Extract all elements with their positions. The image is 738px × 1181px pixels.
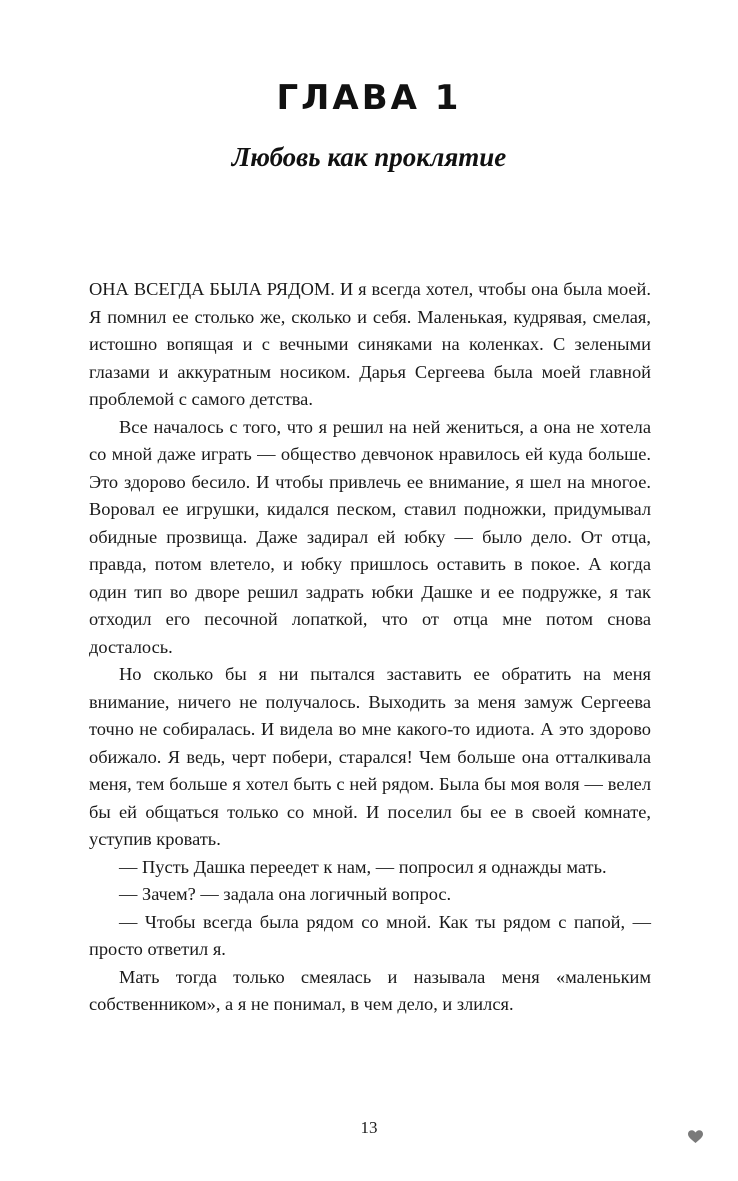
dialogue-line: — Зачем? — задала она логичный вопрос. (119, 884, 452, 904)
heart-icon-shape (688, 1130, 703, 1143)
paragraph: Но сколько бы я ни пытался заставить ее обратить на меня внимание, ничего не получалось. Выходить за меня замуж Сергеева точно не собиралась. И видела во мне какого-то идиота. А это здорово обижало. Я ведь, черт побери, старался! Чем больше она отталкивала меня, тем больше я хотел быть с ней рядом. Была бы моя воля — велел бы ей общаться только со мной. И поселил бы ее в своей комнате, уступив кровать. (89, 664, 651, 849)
dialogue-line: — Пусть Дашка переедет к нам, — попросил я однажды мать. (119, 856, 607, 877)
page-number: 13 (360, 1118, 378, 1137)
chapter-subtitle: Любовь как проклятие (231, 142, 507, 172)
heart-icon (688, 1130, 703, 1144)
paragraph: Мать тогда только смеялась и называла меня «маленьким собственником», а я не понимал, в чем дело, и злился. (89, 966, 651, 1014)
chapter-body (89, 276, 651, 1019)
dialogue-line: — Чтобы всегда была рядом со мной. Как ты рядом с папой, — просто ответил я. (89, 911, 651, 959)
paragraph: ОНА ВСЕГДА БЫЛА РЯДОМ. И я всегда хотел, чтобы она была моей. Я помнил ее столько же, сколько и себя. Маленькая, кудрявая, смелая, истошно вопящая и с вечными синяками на коленках. С зелеными глазами и аккуратным носиком. Дарья Сергеева была моей главной проблемой с самого детства. (89, 279, 651, 409)
chapter-title: ГЛАВА 1 (276, 78, 462, 118)
paragraph: Все началось с того, что я решил на ней жениться, а она не хотела со мной даже играть — общество девчонок нравилось ей куда больше. Это здорово бесило. И чтобы привлечь ее внимание, я шел на многое. Воровал ее игрушки, кидался песком, ставил подножки, придумывал обидные прозвища. Даже задирал ей юбку — было дело. От отца, правда, потом влетело, и юбку пришлось оставить в покое. А когда один тип во дворе решил задрать юбки Дашке и ее подружке, я так отходил его песочной лопаткой, что от отца мне потом снова досталось. (89, 416, 651, 657)
